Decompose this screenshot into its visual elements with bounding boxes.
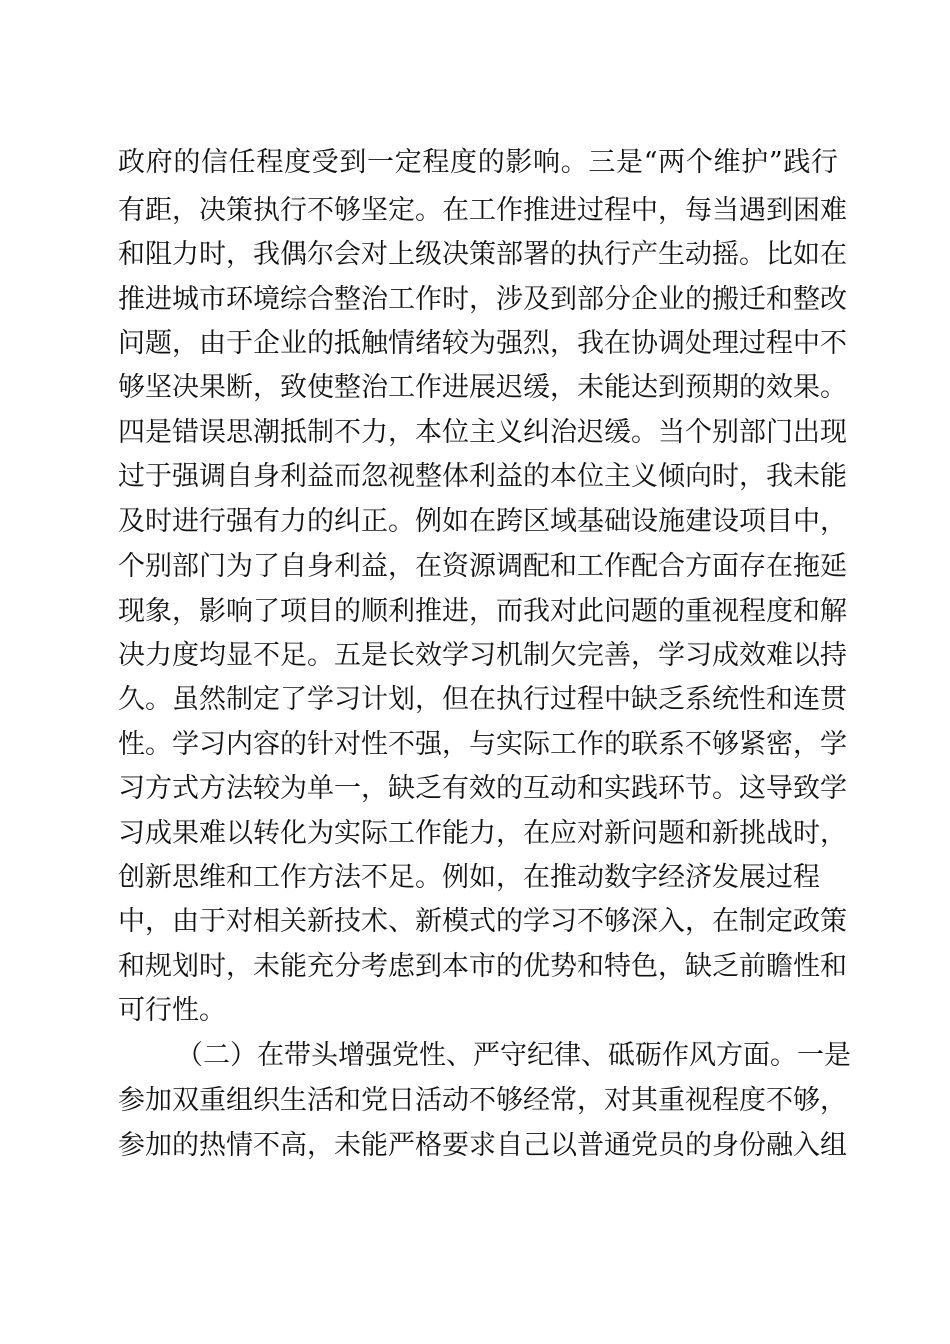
paragraph-line: 推进城市环境综合整治工作时，涉及到部分企业的搬迁和整改 xyxy=(118,284,847,315)
paragraph-line: 中，由于对相关新技术、新模式的学习不够深入，在制定政策 xyxy=(118,906,847,937)
paragraph-line: 问题，由于企业的抵触情绪较为强烈，我在协调处理过程中不 xyxy=(118,328,847,359)
paragraph-line: 习成果难以转化为实际工作能力，在应对新问题和新挑战时， xyxy=(118,818,847,849)
paragraph-line: 和阻力时，我偶尔会对上级决策部署的执行产生动摇。比如在 xyxy=(118,239,847,270)
paragraph-line: 和规划时，未能充分考虑到本市的优势和特色，缺乏前瞻性和 xyxy=(118,951,847,982)
paragraph-line: 四是错误思潮抵制不力，本位主义纠治迟缓。当个别部门出现 xyxy=(118,417,847,448)
paragraph-line: 参加的热情不高，未能严格要求自己以普通党员的身份融入组 xyxy=(118,1130,847,1161)
paragraph-line: 参加双重组织生活和党日活动不够经常，对其重视程度不够， xyxy=(118,1085,847,1116)
paragraph-line: 个别部门为了自身利益，在资源调配和工作配合方面存在拖延 xyxy=(118,551,847,582)
paragraph-line: 现象，影响了项目的顺利推进，而我对此问题的重视程度和解 xyxy=(118,596,847,627)
paragraph-line: 习方式方法较为单一，缺乏有效的互动和实践环节。这导致学 xyxy=(118,773,847,804)
paragraph-line: 有距，决策执行不够坚定。在工作推进过程中，每当遇到困难 xyxy=(118,195,847,226)
paragraph-line: 政府的信任程度受到一定程度的影响。三是“两个维护”践行 xyxy=(118,147,838,178)
paragraph-line: 性。学习内容的针对性不强，与实际工作的联系不够紧密，学 xyxy=(118,729,847,760)
paragraph-line: 可行性。 xyxy=(118,995,226,1026)
paragraph-line: 创新思维和工作方法不足。例如，在推动数字经济发展过程 xyxy=(118,862,820,893)
paragraph-line: 决力度均显不足。五是长效学习机制欠完善，学习成效难以持 xyxy=(118,640,847,671)
section-heading-line: （二）在带头增强党性、严守纪律、砥砺作风方面。一是 xyxy=(176,1040,851,1071)
paragraph-line: 过于强调自身利益而忽视整体利益的本位主义倾向时，我未能 xyxy=(118,461,847,492)
paragraph-line: 够坚决果断，致使整治工作进展迟缓，未能达到预期的效果。 xyxy=(118,372,847,403)
paragraph-line: 及时进行强有力的纠正。例如在跨区域基础设施建设项目中， xyxy=(118,506,847,537)
paragraph-line: 久。虽然制定了学习计划，但在执行过程中缺乏系统性和连贯 xyxy=(118,684,847,715)
